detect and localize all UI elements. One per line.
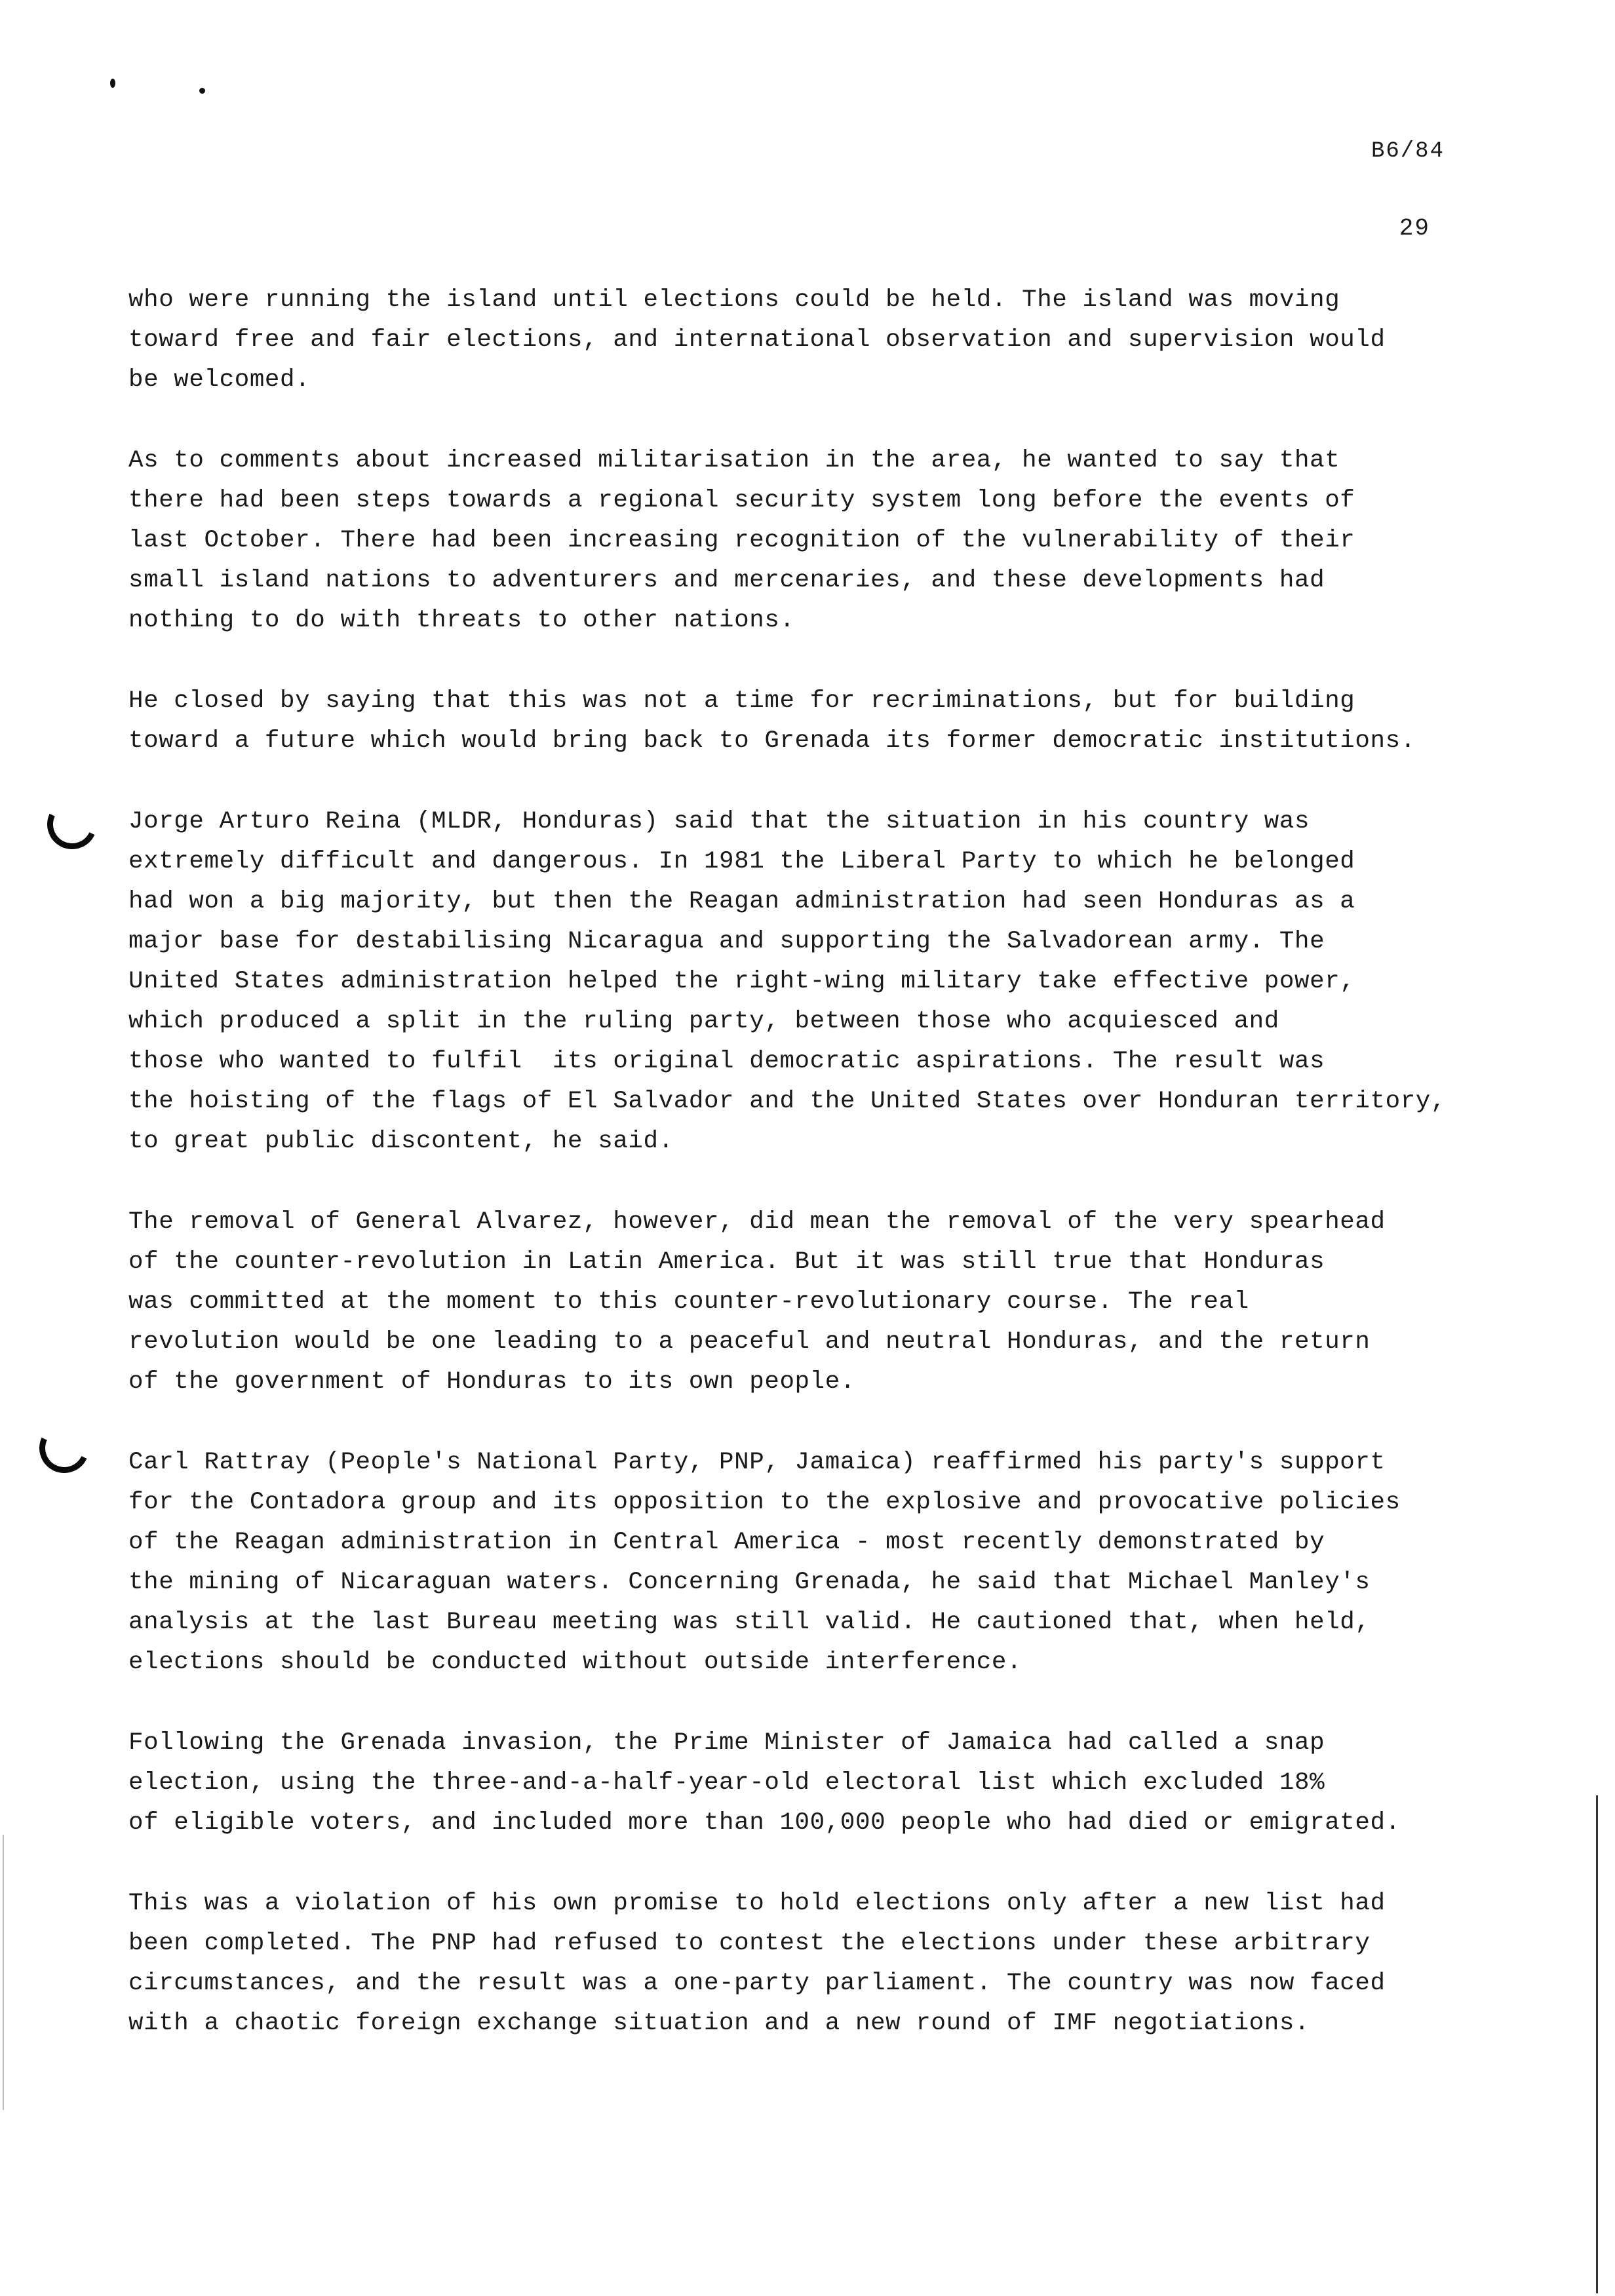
paragraph: [128, 1884, 1498, 2044]
text-line: extremely difficult and dangerous. In 1981 the Liberal Party to which he belonged: [128, 848, 1355, 875]
scan-edge-line: [1596, 1795, 1598, 2293]
text-line: for the Contadora group and its opposition to the explosive and provocative policies: [128, 1489, 1401, 1516]
paragraph: [128, 280, 1498, 400]
text-line: who were running the island until elections could be held. The island was moving: [128, 286, 1340, 314]
text-line: of the counter-revolution in Latin America. But it was still true that Honduras: [128, 1248, 1325, 1276]
text-line: United States administration helped the right-wing military take effective power,: [128, 968, 1355, 995]
text-line: As to comments about increased militarisation in the area, he wanted to say that: [128, 447, 1340, 474]
text-line: was committed at the moment to this counter-revolutionary course. The real: [128, 1288, 1249, 1316]
text-line: Following the Grenada invasion, the Prime Minister of Jamaica had called a snap: [128, 1729, 1325, 1757]
text-line: This was a violation of his own promise to hold elections only after a new list had: [128, 1890, 1386, 1917]
scan-speck: [199, 88, 205, 94]
text-line: major base for destabilising Nicaragua and supporting the Salvadorean army. The: [128, 928, 1325, 955]
text-line: those who wanted to fulfil its original democratic aspirations. The result was: [128, 1048, 1325, 1075]
scan-edge-line: [3, 1835, 4, 2110]
text-line: Carl Rattray (People's National Party, PNP, Jamaica) reaffirmed his party's support: [128, 1449, 1386, 1476]
text-line: the hoisting of the flags of El Salvador and the United States over Honduran territory,: [128, 1088, 1447, 1115]
paragraph: [128, 1202, 1498, 1402]
page-number: 29: [1399, 215, 1430, 242]
text-line: analysis at the last Bureau meeting was still valid. He cautioned that, when held,: [128, 1609, 1371, 1636]
text-line: The removal of General Alvarez, however, did mean the removal of the very spearhead: [128, 1208, 1386, 1236]
text-line: be welcomed.: [128, 366, 311, 394]
text-line: last October. There had been increasing recognition of the vulnerability of their: [128, 527, 1355, 554]
text-line: had won a big majority, but then the Reagan administration had seen Honduras as a: [128, 888, 1355, 915]
text-line: been completed. The PNP had refused to contest the elections under these arbitrary: [128, 1930, 1371, 1957]
text-line: election, using the three-and-a-half-year-old electoral list which excluded 18%: [128, 1769, 1325, 1797]
text-line: which produced a split in the ruling party, between those who acquiesced and: [128, 1008, 1279, 1035]
document-reference: B6/84: [1371, 139, 1445, 164]
margin-check-mark: [40, 792, 104, 856]
text-line: of the government of Honduras to its own people.: [128, 1368, 855, 1396]
text-line: toward free and fair elections, and international observation and supervision would: [128, 326, 1386, 354]
text-line: with a chaotic foreign exchange situation and a new round of IMF negotiations.: [128, 2010, 1310, 2037]
text-line: small island nations to adventurers and mercenaries, and these developments had: [128, 567, 1325, 594]
paragraph: [128, 1723, 1498, 1843]
paragraph: [128, 441, 1498, 641]
paragraph: [128, 681, 1498, 761]
paragraph: [128, 1443, 1498, 1683]
margin-check-mark: [32, 1416, 96, 1480]
text-line: nothing to do with threats to other nations.: [128, 607, 795, 634]
scan-speck: [110, 79, 115, 88]
text-line: toward a future which would bring back to Grenada its former democratic institutions.: [128, 727, 1416, 755]
text-line: the mining of Nicaraguan waters. Concerning Grenada, he said that Michael Manley's: [128, 1569, 1371, 1596]
text-line: of eligible voters, and included more than 100,000 people who had died or emigrated.: [128, 1809, 1401, 1837]
text-line: of the Reagan administration in Central America - most recently demonstrated by: [128, 1529, 1325, 1556]
text-line: to great public discontent, he said.: [128, 1128, 674, 1155]
text-line: elections should be conducted without outside interference.: [128, 1649, 1022, 1676]
text-line: Jorge Arturo Reina (MLDR, Honduras) said that the situation in his country was: [128, 808, 1310, 835]
text-line: circumstances, and the result was a one-party parliament. The country was now faced: [128, 1970, 1386, 1997]
paragraph: [128, 802, 1498, 1162]
text-line: He closed by saying that this was not a time for recriminations, but for building: [128, 687, 1355, 715]
text-line: revolution would be one leading to a peaceful and neutral Honduras, and the return: [128, 1328, 1371, 1356]
document-body: [128, 280, 1498, 2084]
text-line: there had been steps towards a regional security system long before the events of: [128, 487, 1355, 514]
